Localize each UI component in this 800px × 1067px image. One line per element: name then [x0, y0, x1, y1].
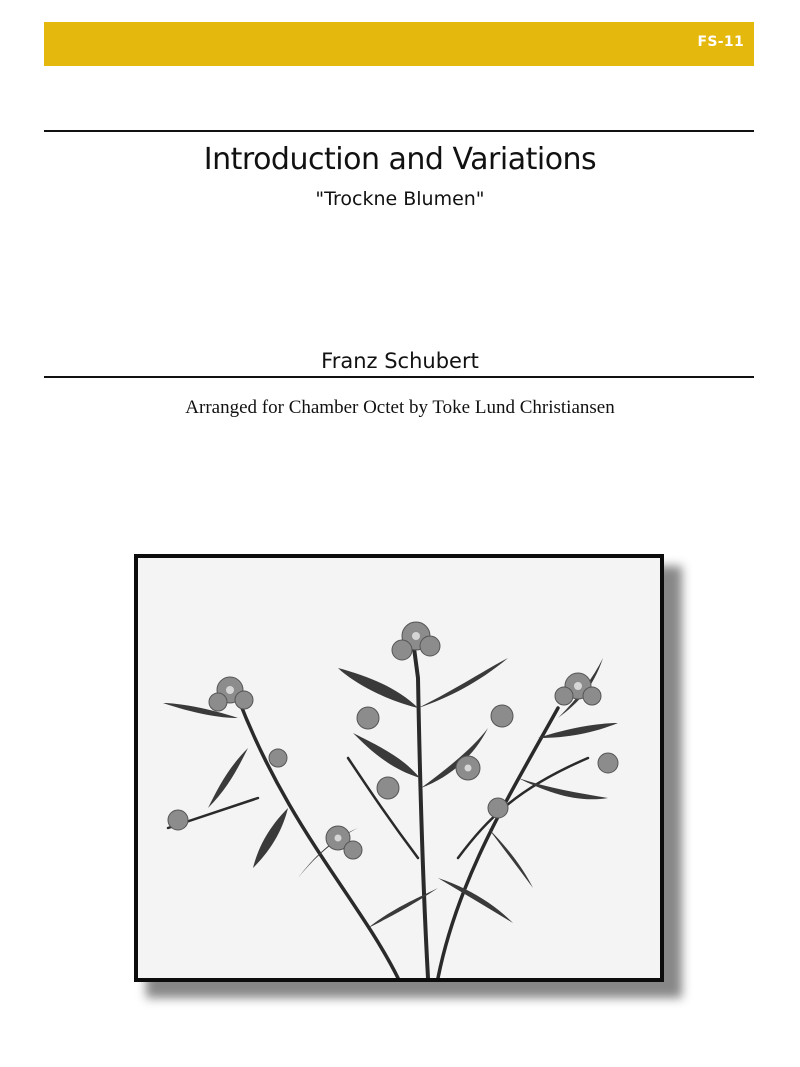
top-divider [44, 130, 754, 132]
page-subtitle: "Trockne Blumen" [315, 188, 485, 210]
composer-name: Franz Schubert [321, 349, 479, 373]
flower-illustration [138, 558, 660, 978]
flower-photo [134, 554, 664, 982]
composer-divider [44, 376, 754, 378]
catalog-bar [44, 22, 754, 66]
catalog-code: FS-11 [697, 34, 744, 50]
arranger-credit: Arranged for Chamber Octet by Toke Lund Christiansen [185, 397, 615, 418]
page-title: Introduction and Variations [203, 142, 597, 177]
